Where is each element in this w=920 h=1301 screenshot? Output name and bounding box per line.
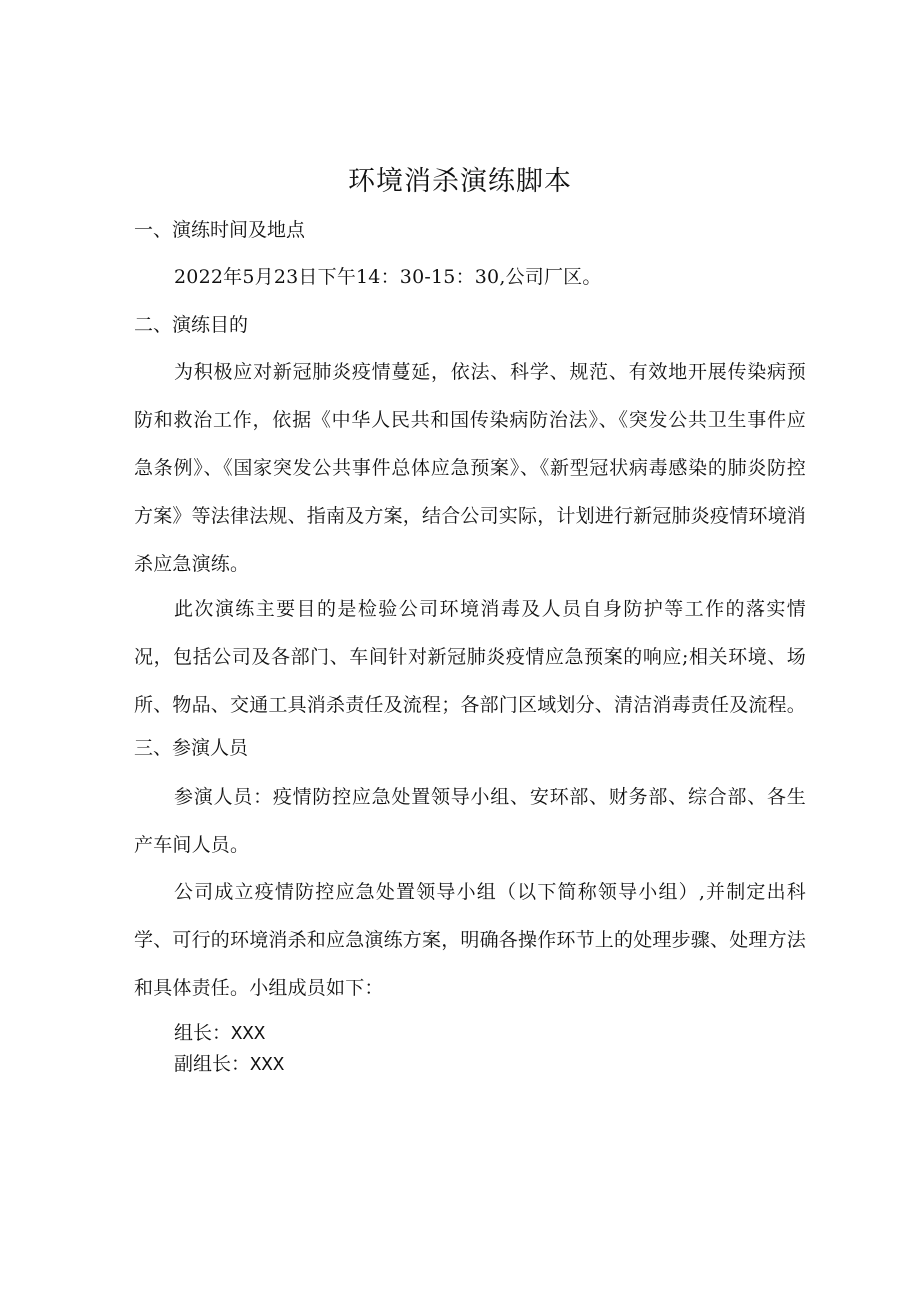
member-line-deputy-leader — [174, 1049, 284, 1080]
section-heading-purpose: 二、演练目的 — [134, 314, 249, 336]
document-title: 环境消杀演练脚本 — [348, 166, 572, 197]
member-role: 副组长： — [174, 1053, 251, 1075]
member-role: 组长： — [174, 1022, 232, 1044]
paragraph-purpose-2: 此次演练主要目的是检验公司环境消毒及人员自身防护等工作的落实情况，包括公司及各部门、车间针对新冠肺炎疫情应急预案的响应;相关环境、场所、物品、交通工具消杀责任及流程；各部门区域划分、清洁消毒责任及流程。 — [134, 598, 807, 716]
paragraph-time-location: 2022年5月23日下午14：30-15：30,公司厂区。 — [174, 266, 602, 288]
section-heading-participants: 三、参演人员 — [134, 737, 249, 759]
section-heading-time-location: 一、演练时间及地点 — [134, 219, 306, 241]
paragraph-participants-2: 公司成立疫情防控应急处置领导小组（以下简称领导小组）,并制定出科学、可行的环境消杀和应急演练方案，明确各操作环节上的处理步骤、处理方法和具体责任。小组成员如下： — [134, 881, 807, 999]
member-line-leader — [174, 1018, 265, 1049]
member-name: XXX — [231, 1023, 266, 1045]
member-name: XXX — [250, 1054, 285, 1076]
paragraph-purpose-1: 为积极应对新冠肺炎疫情蔓延，依法、科学、规范、有效地开展传染病预防和救治工作，依据《中华人民共和国传染病防治法》、《突发公共卫生事件应急条例》、《国家突发公共事件总体应急预案》、《新型冠状病毒感染的肺炎防控方案》等法律法规、指南及方案，结合公司实际，计划进行新冠肺炎疫情环境消杀应急演练。 — [134, 361, 807, 575]
paragraph-participants-1: 参演人员：疫情防控应急处置领导小组、安环部、财务部、综合部、各生产车间人员。 — [134, 786, 806, 856]
